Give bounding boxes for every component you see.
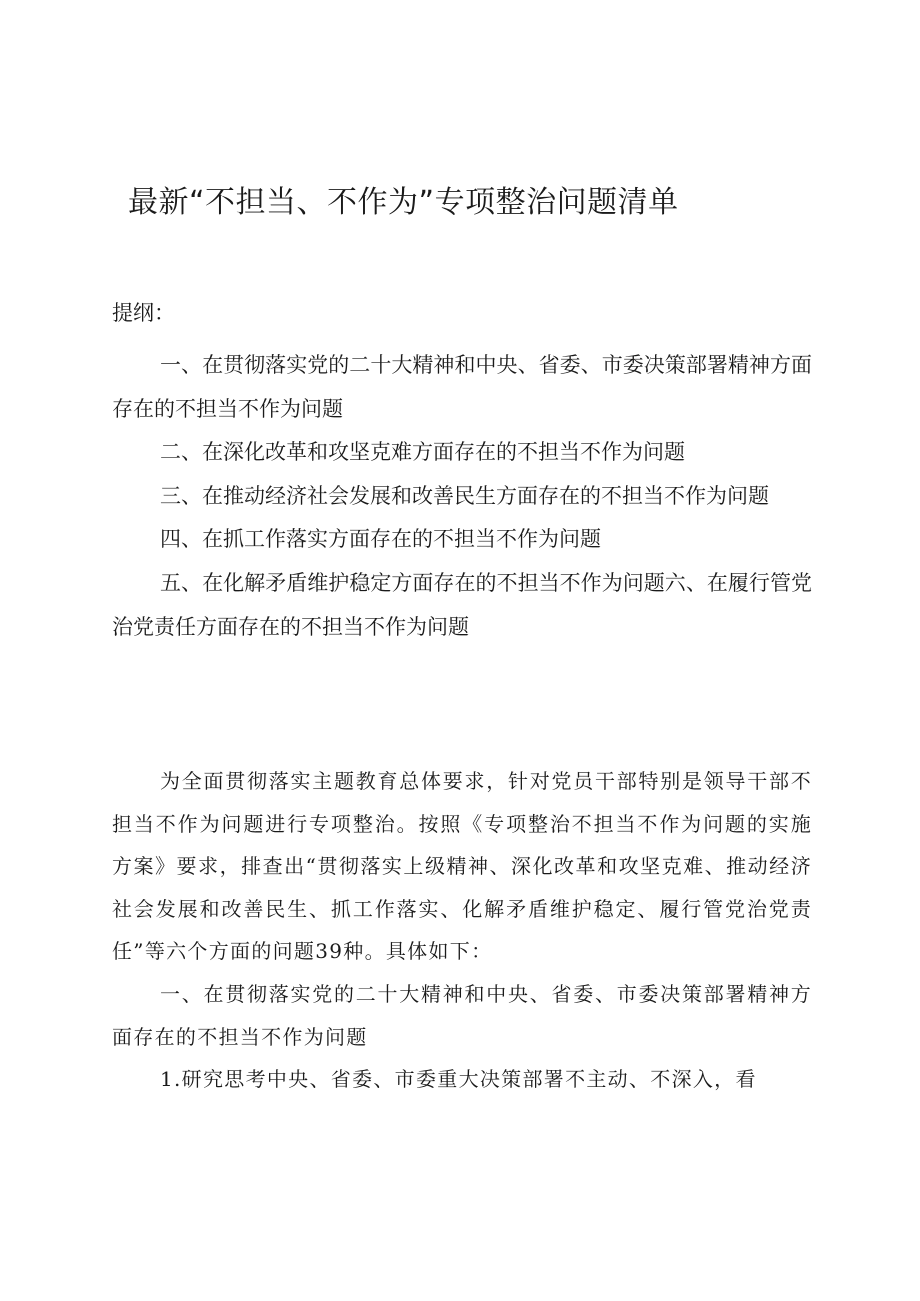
outline-label: 提纲： xyxy=(112,301,175,325)
section-heading: 一、在贯彻落实党的二十大精神和中央、省委、市委决策部署精神方面存在的不担当不作为问题 xyxy=(112,981,812,1049)
outline-item: 三、在推动经济社会发展和改善民生方面存在的不担当不作为问题 xyxy=(160,483,769,508)
outline-item: 二、在深化改革和攻坚克难方面存在的不担当不作为问题 xyxy=(160,440,685,465)
document-title: 最新“不担当、不作为”专项整治问题清单 xyxy=(128,185,679,221)
body-text xyxy=(112,760,812,1101)
outline-item: 一、在贯彻落实党的二十大精神和中央、省委、市委决策部署精神方面存在的不担当不作为问题 xyxy=(112,353,812,421)
outline-item: 四、在抓工作落实方面存在的不担当不作为问题 xyxy=(160,527,601,552)
list-item: 1.研究思考中央、省委、市委重大决策部署不主动、不深入，看 xyxy=(160,1067,757,1092)
outline-item: 五、在化解矛盾维护稳定方面存在的不担当不作为问题六、在履行管党治党责任方面存在的不担当不作为问题 xyxy=(112,570,812,639)
outline-list xyxy=(112,344,812,649)
intro-paragraph: 为全面贯彻落实主题教育总体要求，针对党员干部特别是领导干部不担当不作为问题进行专项整治。按照《专项整治不担当不作为问题的实施方案》要求，排查出“贯彻落实上级精神、深化改革和攻坚克难、推动经济社会发展和改善民生、抓工作落实、化解矛盾维护稳定、履行管党治党责任”等六个方面的问题39种。具体如下： xyxy=(112,769,812,964)
